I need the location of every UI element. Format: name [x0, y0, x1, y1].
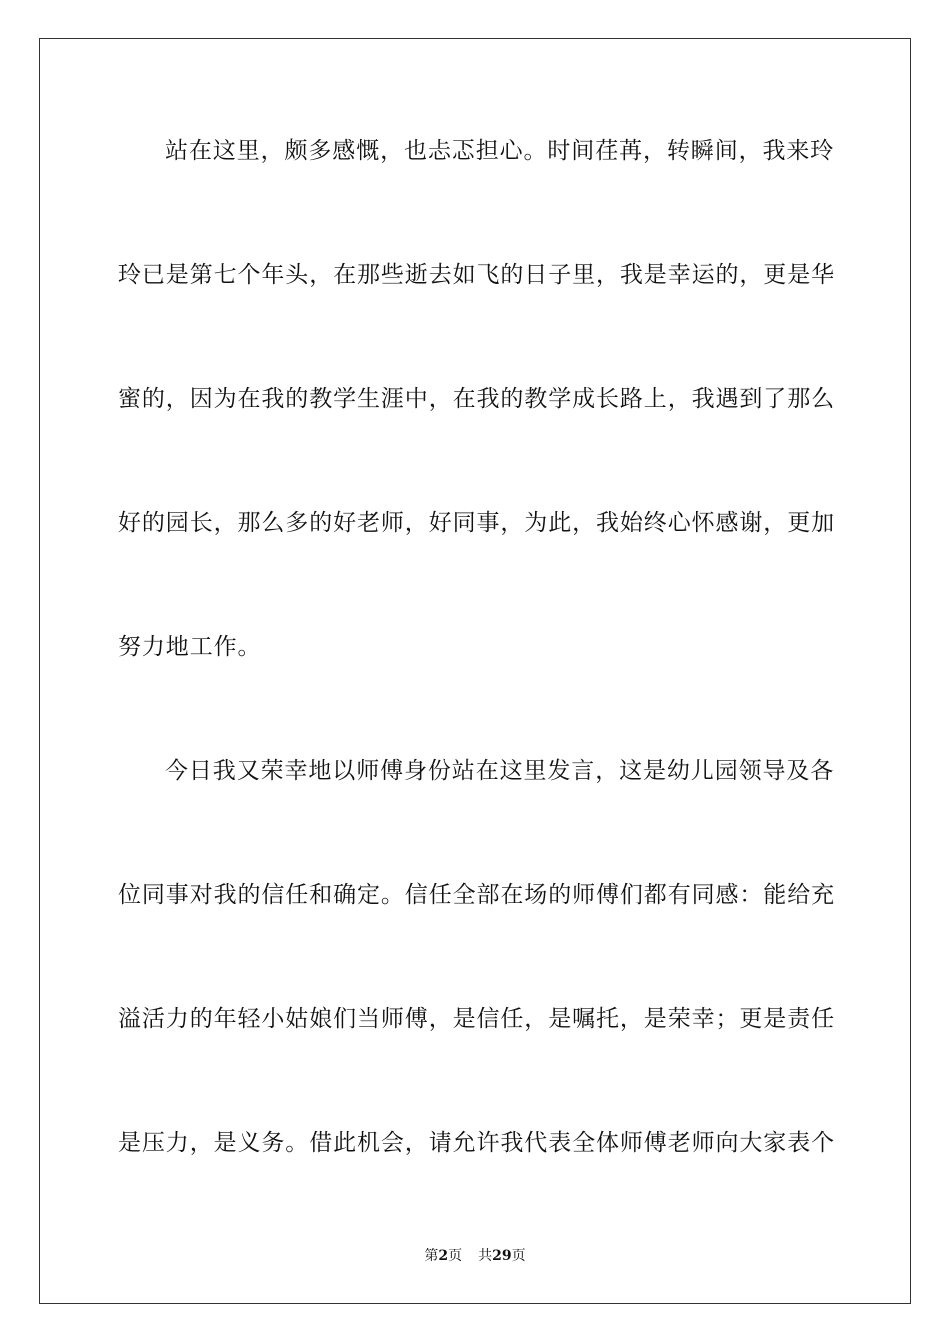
text-line: 是压力，是义务。借此机会，请允许我代表全体师傅老师向大家表个 [118, 1130, 835, 1156]
text-line: 站在这里，颇多感慨，也忐忑担心。时间荏苒，转瞬间，我来玲 [165, 138, 835, 164]
total-suffix: 页 [511, 1248, 526, 1264]
text-line: 玲已是第七个年头，在那些逝去如飞的日子里，我是幸运的，更是华 [118, 262, 835, 288]
text-line: 努力地工作。 [118, 634, 262, 660]
page-border [39, 38, 911, 1304]
page-prefix: 第 [424, 1248, 439, 1264]
page-number: 2 [438, 1248, 449, 1264]
total-pages: 29 [492, 1248, 512, 1264]
text-line: 溢活力的年轻小姑娘们当师傅，是信任，是嘱托，是荣幸；更是责任 [118, 1006, 835, 1032]
page-suffix: 页 [448, 1248, 463, 1264]
text-line: 好的园长，那么多的好老师，好同事，为此，我始终心怀感谢，更加 [118, 510, 835, 536]
text-line: 蜜的，因为在我的教学生涯中，在我的教学成长路上，我遇到了那么 [118, 386, 835, 412]
text-line: 今日我又荣幸地以师傅身份站在这里发言，这是幼儿园领导及各 [165, 758, 835, 784]
total-prefix: 共 [478, 1248, 493, 1264]
page-footer [0, 1246, 950, 1266]
text-line: 位同事对我的信任和确定。信任全部在场的师傅们都有同感：能给充 [118, 882, 835, 908]
